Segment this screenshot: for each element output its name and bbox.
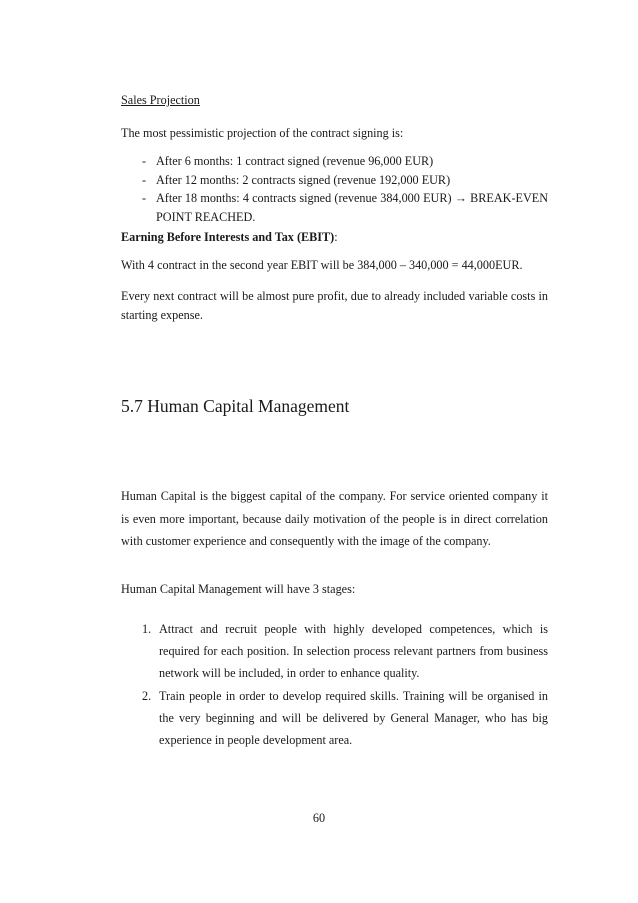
list-number: 1. bbox=[142, 622, 152, 636]
sales-projection-list bbox=[121, 152, 548, 226]
list-item: - After 18 months: 4 contracts signed (revenue 384,000 EUR) → BREAK-EVEN POINT REACHED. bbox=[142, 191, 548, 224]
list-dash: - bbox=[142, 172, 147, 187]
sales-projection-intro: The most pessimistic projection of the contract signing is: bbox=[121, 126, 404, 140]
list-number: 2. bbox=[142, 689, 152, 703]
stages-list bbox=[121, 618, 548, 751]
list-item: - After 12 months: 2 contracts signed (revenue 192,000 EUR) bbox=[121, 171, 548, 190]
list-item: 2. Train people in order to develop required skills. Training will be organised in the very beginning and will be delivered by General Manager, who has big experience in people development area. bbox=[121, 685, 548, 751]
ebit-heading-line: Earning Before Interests and Tax (EBIT): bbox=[121, 230, 338, 244]
sales-projection-heading: Sales Projection bbox=[121, 93, 200, 107]
list-dash: - bbox=[142, 191, 147, 205]
ebit-heading: Earning Before Interests and Tax (EBIT) bbox=[121, 230, 335, 244]
list-item: - After 6 months: 1 contract signed (revenue 96,000 EUR) bbox=[121, 152, 548, 171]
section-paragraph-1: Human Capital is the biggest capital of the company. For service oriented company it is even more important, because daily motivation of the people is in direct correlation with customer experience and consequently with the image of the company. bbox=[121, 489, 548, 548]
section-paragraph-2: Human Capital Management will have 3 stages: bbox=[121, 582, 356, 596]
list-item: 1. Attract and recruit people with highly developed competences, which is required for each position. In selection process relevant partners from business network will be included, in order to enhance quality. bbox=[121, 618, 548, 684]
list-dash: - bbox=[142, 154, 147, 168]
section-title: 5.7 Human Capital Management bbox=[121, 396, 350, 416]
page-number: 60 bbox=[312, 811, 326, 825]
ebit-note: Every next contract will be almost pure profit, due to already included variable costs in starting expense. bbox=[121, 289, 548, 322]
ebit-text: With 4 contract in the second year EBIT will be 384,000 – 340,000 = 44,000EUR. bbox=[121, 258, 523, 272]
